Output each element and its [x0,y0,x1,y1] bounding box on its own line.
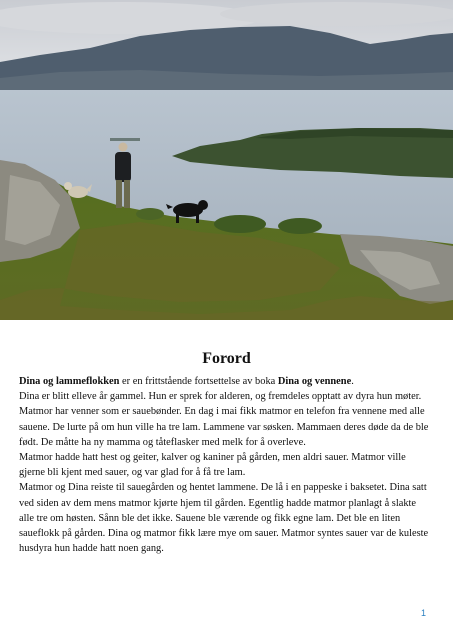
page-number: 1 [420,608,426,618]
paragraph: Matmor og Dina reiste til sauegården og hentet lammene. De lå i en pappeske i baksetet. Dina satt ved siden av dem mens matmor kjørte hjem til gården. Egentlig hadde matmor planlagt å slakte alle tre om høsten. Sånn ble det ikke. Sauene ble værende og fikk egne lam. Det ble en liten saueflokk på gården. Dina og matmor fikk lære mye om sauer. Matmor syntes sauer var de kuleste husdyra hun hadde hatt noen gang. [19,482,429,555]
paragraph-text: . [351,376,354,387]
book-title: Dina og lammeflokken [19,376,120,387]
book-title: Dina og vennene [277,376,352,387]
body-text [19,374,429,556]
paragraph: Matmor hadde hatt hest og geiter, kalver og kaniner på gården, men aldri sauer. Matmor ville gjerne bli kjent med sauer, og var glad for å få tre lam. [19,452,406,479]
paragraph [19,374,429,389]
paragraph: Matmor har venner som er sauebønder. En dag i mai fikk matmor en telefon fra vennene med alle sauene. De lurte på om hun ville ha tre lam. Lammene var søsken. Mammaen deres døde da de ble født. De måtte ha ny mamma og tåteflasker med melk for å overleve. [19,406,429,448]
paragraph: Dina er blitt elleve år gammel. Hun er sprek for alderen, og fremdeles opptatt av dyra hun møter. [19,391,422,403]
page-title: Forord [202,350,251,367]
paragraph-text: er en frittstående fortsettelse av boka [119,376,278,387]
